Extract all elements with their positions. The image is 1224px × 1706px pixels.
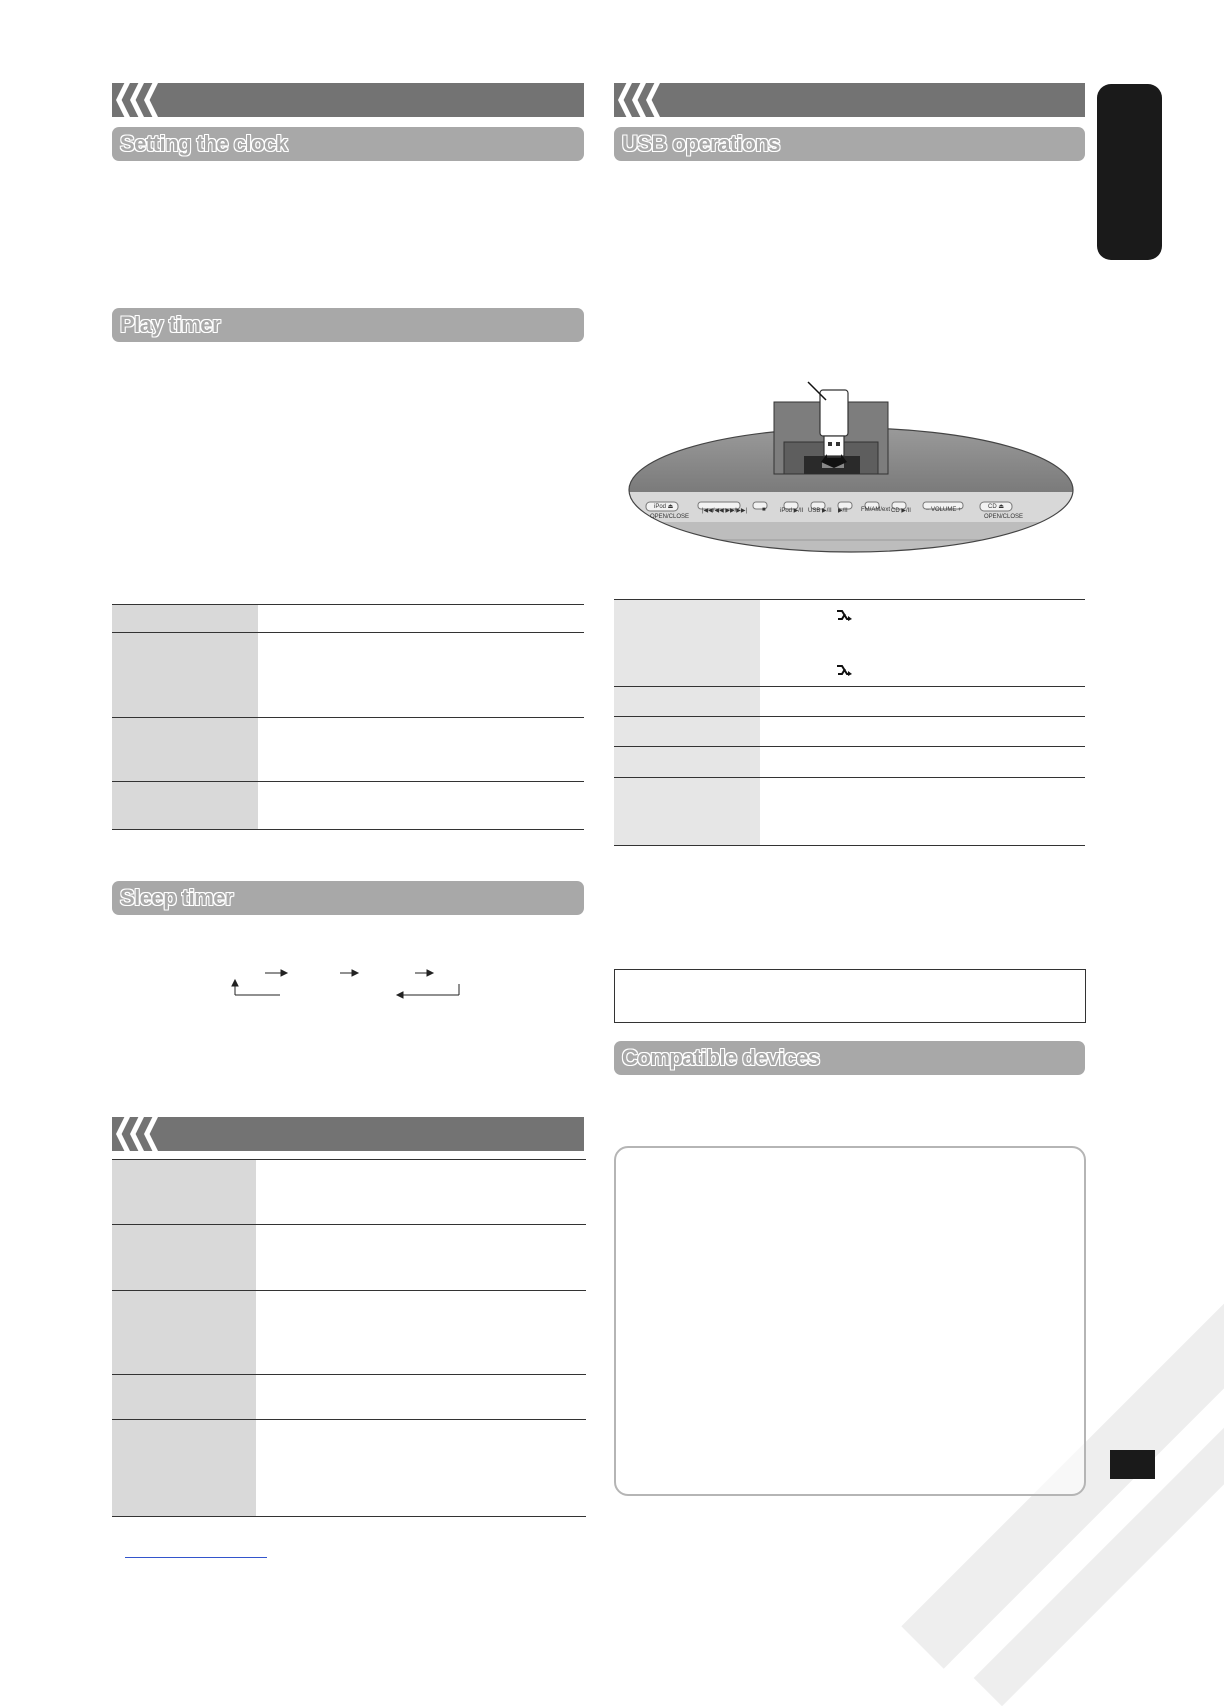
table-row [112, 632, 584, 718]
table-key-cell [614, 747, 760, 778]
section-title: Compatible devices [622, 1045, 820, 1070]
skip-label: |◀◀/◀◀ ▶▶/▶▶| [702, 508, 748, 514]
chapter-header-bar-left-lower [112, 1117, 584, 1151]
chevron-icon [116, 1117, 130, 1151]
table-key-cell [112, 605, 258, 633]
table-key-cell [112, 718, 258, 782]
table-key-cell [614, 717, 760, 747]
table-bottom-rule [112, 829, 584, 830]
hyperlink-underline[interactable] [125, 1557, 267, 1558]
table-row [112, 1224, 586, 1291]
ipod-eject-label: iPod ⏏ [654, 504, 674, 510]
side-language-tab [1097, 84, 1162, 260]
ipod-play-label: iPod ▶/II [780, 508, 804, 514]
table-row [112, 717, 584, 782]
chapter-header-bar-right [614, 83, 1085, 117]
section-header-usb-operations [614, 127, 1085, 161]
stop-label: ■ [762, 507, 766, 513]
chevron-icon [130, 83, 144, 117]
table-key-cell [112, 1225, 256, 1291]
shuffle-icon [836, 609, 852, 621]
page-number-badge [1110, 1450, 1155, 1479]
volume-label: – VOLUME + [926, 507, 962, 513]
table-key-cell [112, 1160, 256, 1225]
table-row [112, 1290, 586, 1375]
table-row [614, 746, 1085, 778]
table-row [112, 781, 584, 830]
chevron-icon [646, 83, 660, 117]
chapter-header-bar-left [112, 83, 584, 117]
usb-device-illustration [628, 380, 1074, 555]
ipod-open-close-label: OPEN/CLOSE [650, 514, 690, 520]
table-key-cell [112, 1375, 256, 1420]
table-key-cell [112, 633, 258, 718]
chevron-icon [144, 83, 158, 117]
table-row [614, 716, 1085, 747]
chevron-icon [144, 1117, 158, 1151]
section-title: USB operations [622, 131, 781, 156]
note-box [614, 969, 1086, 1023]
section-header-sleep-timer [112, 881, 584, 915]
table-row [614, 599, 1085, 687]
table-key-cell [112, 1420, 256, 1517]
sleep-timer-cycle-diagram [225, 962, 470, 1002]
table-row [112, 1374, 586, 1420]
chevron-icon [632, 83, 646, 117]
section-header-setting-clock [112, 127, 584, 161]
section-title: Play timer [120, 312, 221, 337]
table-row [614, 777, 1085, 846]
cd-open-close-label: OPEN/CLOSE [984, 514, 1024, 520]
section-header-compatible-devices [614, 1041, 1085, 1075]
shuffle-icon [836, 664, 852, 676]
table-bottom-rule [614, 845, 1085, 846]
table-key-cell [614, 687, 760, 717]
table-row [112, 1419, 586, 1517]
compatible-devices-box [614, 1146, 1086, 1496]
fm-am-label: FM/AM/ext [861, 507, 891, 513]
table-key-cell [112, 1291, 256, 1375]
table-bottom-rule [112, 1516, 586, 1517]
section-title: Setting the clock [120, 131, 288, 156]
table-key-cell [614, 778, 760, 846]
table-row [112, 1159, 586, 1225]
section-header-play-timer [112, 308, 584, 342]
bt-play-label: ▶/II [838, 508, 848, 514]
table-key-cell [112, 782, 258, 830]
table-key-cell [614, 600, 760, 687]
usb-play-label: USB ▶/II [808, 508, 832, 514]
chevron-icon [116, 83, 130, 117]
table-row [614, 686, 1085, 717]
section-title: Sleep timer [120, 885, 234, 910]
chevron-icon [618, 83, 632, 117]
table-row [112, 604, 584, 633]
cd-play-label: CD ▶/II [891, 508, 911, 514]
chevron-icon [130, 1117, 144, 1151]
device-button-labels [646, 503, 1066, 523]
cd-eject-label: CD ⏏ [988, 504, 1005, 510]
